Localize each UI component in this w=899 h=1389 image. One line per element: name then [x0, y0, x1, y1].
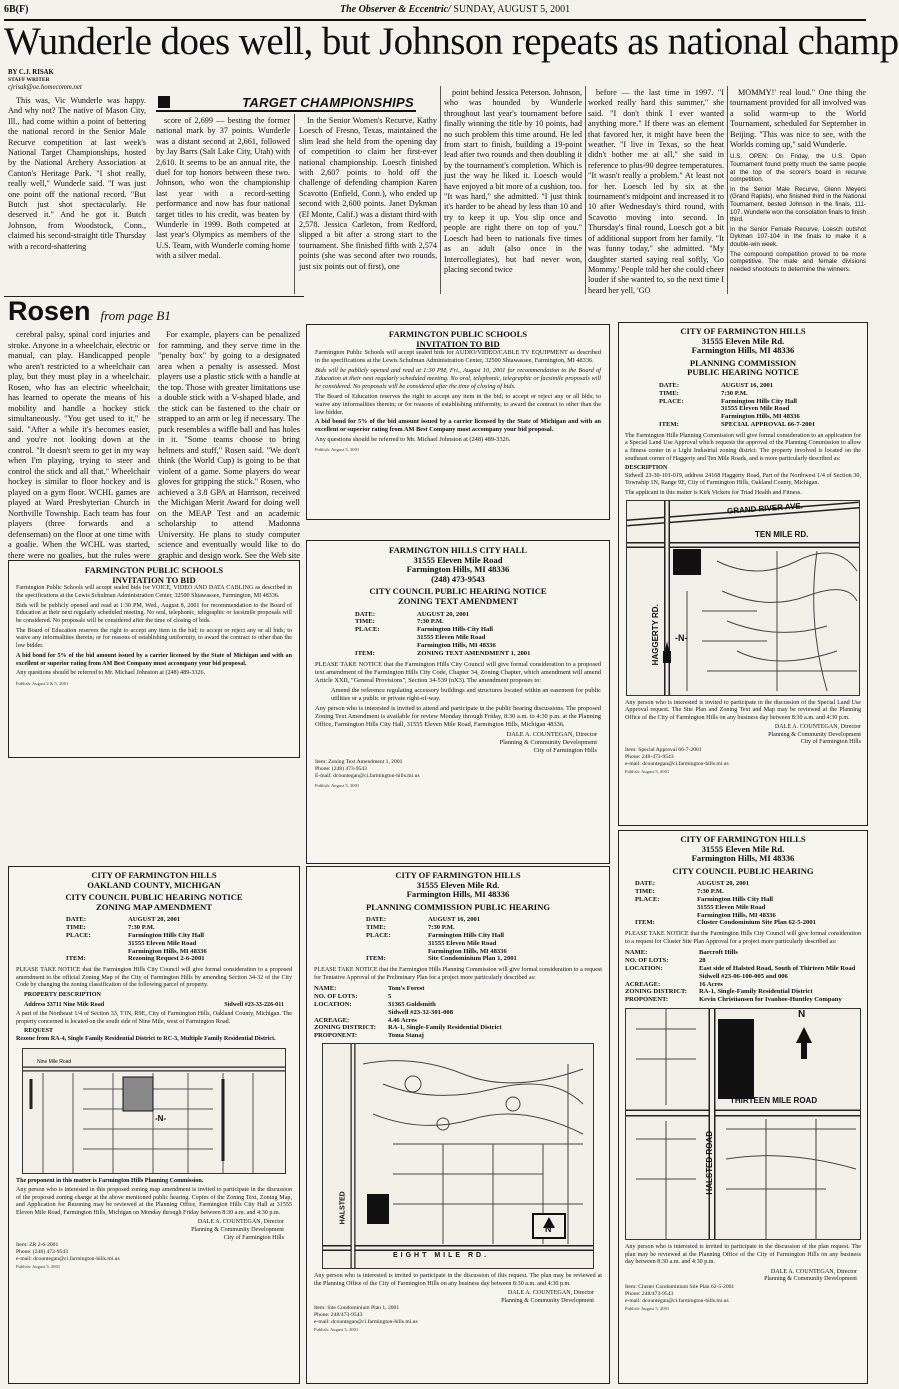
location-map-thirteen-mile: N THIRTEEN MILE ROAD HALSTED ROAD [625, 1008, 861, 1240]
story-column-3: In the Senior Women's Recurve, Kathy Loesch of Fresno, Texas, maintained the slim lead she held from the opening day of competition to claim her first-ever national championship. Loesch finished with 2,607 points to hold off the challenge of defending champion Karen Scavotto (Enfield, Conn.), who ended up second with 2,600 points. Janet Dykman (El Monte, Calif.) was a distant third with 2,578. Jessica Carleton, from Redford, slipped a bit after a strong start to the tournament. She finished fifth with 2,574 points (she was second after two rounds, just six points out of first), one [299, 116, 437, 271]
section-banner [156, 95, 416, 112]
notice-zoning-map-amendment: CITY OF FARMINGTON HILLS OAKLAND COUNTY, MICHIGAN CITY COUNCIL PUBLIC HEARING NOTICE ZONING MAP AMENDMENT DATE: AUGUST 20, 2001 TIME: 7:30 P.M. PLACE: Farmington Hills City Hall 31555 Eleven Mile Road Farmington Hills, MI 48336 ITEM: Rezoning Request 2-6-2001 PLEASE TAKE NOTICE that the Farmington Hills City Council will give formal consideration to a proposed amendment to the official Zoning Map of the City of Farmington Hills by amending Section 34-32 of the City Code by changing the zoning classification of the following parcel of property. PROPERTY DESCRIPTION Address 33711 Nine Mile Road Sidwell #23-33-226-011 A part of the Northeast 1/4 of Section 33, T1N, R9E, City of Farmington Hills, Oakland County, Michigan. The property concerned is located on the south side of Nine Mile, west of Farmington Road. REQUEST Rezone from RA-4, Single Family Residential District to RC-3, Multiple Family Residential District. Nine Mile Road -N- The proponent in this matter is Farmington Hills Planning Commission. Any person who is interested in this proposed zoning map amendment is invited to participate in the discussion of the proposed zoning change at the above mentioned public hearing. Copies of the Zoning Text, Zoning Map, and Application for Rezoning may be reviewed at the Planning Office, Farmington Hills City Hall at 31555 Eleven Mile Road, Farmington Hills, Michigan on Monday through Friday between 8:30 a.m. and 4:30 p.m. DALE A. COUNTEGAN, Director Planning & Community Development City of Farmington Hills Item: ZR 2-6-2001 Phone: (248) 473-9543 e-mail: dcountegan@ci.farmington-hills.mi.us Publish: August 5, 2001 [8, 866, 300, 1384]
note-male-recurve: In the Senior Male Recurve, Glenn Meyers (Grand Rapids), who finished third in the National Tournament, bested Johnson in the finals, 111-107. Wunderle won the consolation finals to finish third. [730, 185, 866, 224]
notice-cluster-condominium: CITY OF FARMINGTON HILLS 31555 Eleven Mile Rd. Farmington Hills, MI 48336 CITY COUNCIL PUBLIC HEARING DATE: AUGUST 20, 2001 TIME: 7:30 P.M. PLACE: Farmington Hills City Hall 31555 Eleven Mile Road Farmington Hills, MI 48336 ITEM: Cluster Condominium Site Plan 62-5-2001 PLEASE TAKE NOTICE that the Farmington Hills City Council will give formal consideration to a request for Cluster Site Plan Approval for a project more particularly described as: NAME: Barcroft Hills NO. OF LOTS: 28 LOCATION: East side of Halsted Road, South of Thirteen Mile Road Sidwell #23-06-100-005 and 006 ACREAGE: 16 Acres ZONING DISTRICT: RA-1, Single-Family Residential District PROPONENT: Kevin Christiansen for Ivanhoe-Huntley Company N THIRTEEN MILE ROAD HALSTED ROAD Any person who is interested is invited to participate in the discussion of the plan request. The plan may be reviewed at the Planning Office of the City of Farmington Hills on any business day between 8:30 a.m. and 4:30 p.m. DALE A. COUNTEGAN, Director Planning & Community Development Item: Cluster Condominium Site Plan 62-5-2001 Phone: 248/473-9543 e-mail: dcountegan@ci.farmington-hills.mi.us Publish: August 5, 2001 [618, 830, 868, 1384]
page-date: SUNDAY, AUGUST 5, 2001 [453, 4, 571, 15]
subject-property [367, 1194, 389, 1224]
headline: Wunderle does well, but Johnson repeats as national champ [4, 20, 899, 63]
rosen-from: from page B1 [100, 308, 171, 323]
paper-name: The Observer & Eccentric/ SUNDAY, AUGUST 5, 2001 [340, 4, 571, 15]
project-details: NAME: Barcroft Hills NO. OF LOTS: 28 LOCATION: East side of Halsted Road, South of Thirteen Mile Road Sidwell #23-06-100-005 and 006 ACREAGE: 16 Acres ZONING DISTRICT: RA-1, Single-Family Residential District PROPONENT: Kevin Christiansen for Ivanhoe-Huntley Company [625, 949, 856, 1004]
story-column-4: point behind Jessica Peterson. Johnson, who was hounded by Wunderle throughout last year's tournament before finally winning the title by 10 points, had no such problem this time around. He led from start to finish, building a 19-point lead after two rounds and then doubling it by the tournament's completion. Which is just the way he liked it. Loesch would have enjoyed a bit more of a cushion, too. "It was hard," she admitted. "I just think it's harder to be ahead by less than 10 and try to keep it up. You slip once and people are right there on top of you." Loesch had been to nationals five times as an adult (also once in the Intercollegiates), but had never won, placing second twice [444, 88, 582, 274]
signature: DALE A. COUNTEGAN, Director Planning & Community Development City of Farmington Hills [768, 724, 861, 746]
rosen-jump-head [8, 296, 300, 326]
subject-property [123, 1077, 153, 1111]
column-rule [294, 114, 295, 294]
subject-property [718, 1019, 754, 1099]
north-arrow-icon [796, 1027, 812, 1043]
notice-site-condominium: CITY OF FARMINGTON HILLS 31555 Eleven Mile Rd. Farmington Hills, MI 48336 PLANNING COMMISSION PUBLIC HEARING DATE: AUGUST 16, 2001 TIME: 7:30 P.M. PLACE: Farmington Hills City Hall 31555 Eleven Mile Road Farmington Hills, MI 48336 ITEM: Site Condominium Plan 1, 2001 PLEASE TAKE NOTICE that the Farmington Hills Planning Commission will give formal consideration to a request for Tentative Approval of the Preliminary Plan for a project more particularly described as: NAME: Tom's Forest NO. OF LOTS: 5 LOCATION: 31365 Goldsmith Sidwell #23-32-301-008 ACREAGE: 4.46 Acres ZONING DISTRICT: RA-1, Single-Family Residential District PROPONENT: Toma Stanaj HALSTED EIGHT MILE RD. N Any person who is interested is invited to participate in the discussion of this request. The plan may be reviewed at the Planning Office of the City of Farmington Hills on any business day between 8:30 a.m. and 4:30 p.m. DALE A. COUNTEGAN, Director Planning & Community Development Item: Site Condominium Plan 1, 2001 Phone: 248/473-9543 e-mail: dcountegan@ci.farmington-hills.mi.us Publish: August 5, 2001 [306, 866, 610, 1384]
story-column-2: score of 2,699 — besting the former national mark by 37 points. Wunderle was a distant second at 2,661, followed by Jay Barrs (Salt Lake City, Utah) with 2,610. It seems to be an annual rite, the duel for top honors between these two. Johnson, who won the championship last year with a record-setting performance and now has four national target titles to his credit, was beaten by Wunderle in 1999. Both competed at last year's Olympics as members of the U.S. Team, with Wunderle coming home with a silver medal. [156, 116, 290, 261]
story-column-1: This was, Vic Wunderle was happy. And why not? The native of Mason City, Ill., had come within a point of bettering the national record in the Senior Male Recurve competition at last week's National Target Championships, hosted by the National Archery Association at Canton's Heritage Park. "I shot really, really well," Wunderle said. "I was just one point off the national record. "But Butch just shot spectacularly. He deserved it." And he got it. Butch Johnson, from Woodstock, Conn., claimed his second-straight title Thursday with a record-shattering [8, 96, 146, 251]
hearing-details: DATE: AUGUST 20, 2001 TIME: 7:30 P.M. PLACE: Farmington Hills City Hall 31555 Eleven Mile Road Farmington Hills, MI 48336 ITEM: Rezoning Request 2-6-2001 [66, 916, 207, 963]
location-map-goldsmith: HALSTED EIGHT MILE RD. N [322, 1043, 594, 1269]
notice-fps-av-bid: FARMINGTON PUBLIC SCHOOLS INVITATION TO BID Farmington Public Schools will accept sealed bids for AUDIO/VIDEO/CABLE TV EQUIPMENT as described in the specifications at the Lewis Schulman Administration Center, 32500 Shiawassee, Farmington, MI 48336. Bids will be publicly opened and read at 1:30 PM, Fri., August 10, 2001 for recommendation to the Board of Education at their next regularly scheduled meeting. No oral, telephonic, telegraphic or facsimile proposals will be considered. No proposals will be considered after the time of closing of bids. The Board of Education reserves the right to accept any item in the bid; to accept or reject any or all bids; to waive any informalities therein; or for reasons of establishing uniformity, to award the contract to other than the low bidder. A bid bond for 5% of the bid amount issued by a carrier licensed by the State of Michigan and with an excellent or superior rating from AM Best Company must accompany your bid proposal. Any questions should be referred to Mr. Michael Johnston at (248) 489-3326. Publish: August 5, 2001 [306, 324, 610, 520]
signature: DALE A. COUNTEGAN, Director Planning & Community Development [501, 1290, 594, 1304]
notice-fps-voice-bid: FARMINGTON PUBLIC SCHOOLS INVITATION TO BID Farmington Public Schools will accept sealed bids for VOICE, VIDEO AND DATA CABLING as described in the specifications at the Lewis Schulman Administration Center, 32500 Shiawassee, Farmington, MI 48336. Bids will be publicly opened and read at 1:30 PM, Wed., August 8, 2001 for recommendation to the Board of Education at their next regularly scheduled meeting. No oral, telephonic, telegraphic or facsimile proposals will be considered. No proposals will be considered after the time of closing of bids. The Board of Education reserves the right to accept any item in the bid; to accept or reject any or all bids; to waive any informalities therein; or for reasons of establishing uniformity, to award the contract to other than the low bidder. A bid bond for 5% of the bid amount issued by a carrier licensed by the State of Michigan and with an excellent or superior rating from AM Best Company must accompany your bid proposal. Any questions should be referred to Mr. Michael Johnston at (248) 489-3326. Publish: August 2 & 5, 2001 [8, 560, 300, 758]
hearing-details: DATE: AUGUST 20, 2001 TIME: 7:30 P.M. PLACE: Farmington Hills City Hall 31555 Eleven Mile Road Farmington Hills, MI 48336 ITEM: Cluster Condominium Site Plan 62-5-2001 [635, 880, 816, 927]
parcel-ids: Address 33711 Nine Mile Road Sidwell #23-33-226-011 [24, 1001, 284, 1008]
notice-special-approval: CITY OF FARMINGTON HILLS 31555 Eleven Mile Rd. Farmington Hills, MI 48336 PLANNING COMMISSION PUBLIC HEARING NOTICE DATE: AUGUST 16, 2001 TIME: 7:30 P.M. PLACE: Farmington Hills City Hall 31555 Eleven Mile Road Farmington Hills, MI 48336 ITEM: SPECIAL APPROVAL 66-7-2001 The Farmington Hills Planning Commission will give formal consideration to an application for a Special Land Use Approval which requests the approval of the Planning Commission to allow a fitness center in a Light Industrial zoning district. The property involved is located on the southeast corner of Haggerty and Ten Mile Roads, and is more particularly described as: DESCRIPTION Sidwell 23-30-101-019, address 24168 Haggerty Road, Part of the Northwest 1/4 of Section 30, Township 1N, Range 9E, City of Farmington Hills, Oakland County, Michigan. The applicant in this matter is Kirk Vickers for Triad Health and Fitness. GRAND RIVER AVE. TEN MILE RD. HAGGERTY RD. -N- Any person who is interested is invited to participate in the discussion of the Special Land Use Approval request. The Site Plan and Zoning Text and Map may be reviewed at the Planning Office of the City of Farmington Hills on any business day between 8:30 a.m. and 4:30 p.m. DALE A. COUNTEGAN, Director Planning & Community Development City of Farmington Hills Item: Special Approval 66-7-2001 Phone: 248-473-9543 e-mail: dcountegan@ci.farmington-hills.mi.us Publish: August 5, 2001 [618, 322, 868, 826]
note-compound: The compound competition proved to be more competitive. The male and female divisions needed shootouts to determine the winners. [730, 250, 866, 273]
map-graphic [627, 501, 859, 695]
hearing-details: DATE: AUGUST 20, 2001 TIME: 7:30 P.M. PLACE: Farmington Hills City Hall 31555 Eleven Mile Road Farmington Hills, MI 48336 ITEM: ZONING TEXT AMENDMENT 1, 2001 [355, 610, 531, 657]
map-graphic [323, 1044, 593, 1268]
column-rule [585, 86, 586, 294]
page-header [4, 4, 860, 18]
page-number: 6B(F) [4, 4, 29, 15]
map-graphic [626, 1009, 860, 1239]
note-us-open: U.S. OPEN: On Friday, the U.S. Open Tournament found pretty much the same people at the top of the scorer's board in recurve competition. [730, 153, 866, 184]
project-details: NAME: Tom's Forest NO. OF LOTS: 5 LOCATION: 31365 Goldsmith Sidwell #23-32-301-008 ACREAGE: 4.46 Acres ZONING DISTRICT: RA-1, Single-Family Residential District PROPONENT: Toma Stanaj [314, 985, 502, 1040]
byline [8, 69, 148, 92]
hearing-details: DATE: AUGUST 16, 2001 TIME: 7:30 P.M. PLACE: Farmington Hills City Hall 31555 Eleven Mile Road Farmington Hills, MI 48336 ITEM: SPECIAL APPROVAL 66-7-2001 [659, 381, 816, 428]
hearing-details: DATE: AUGUST 16, 2001 TIME: 7:30 P.M. PLACE: Farmington Hills City Hall 31555 Eleven Mile Road Farmington Hills, MI 48336 ITEM: Site Condominium Plan 1, 2001 [366, 916, 517, 963]
byline-name: BY C.J. RISAK [8, 69, 54, 76]
notice-zoning-text-amendment: FARMINGTON HILLS CITY HALL 31555 Eleven Mile Road Farmington Hills, MI 48336 (248) 473-9543 CITY COUNCIL PUBLIC HEARING NOTICE ZONING TEXT AMENDMENT DATE: AUGUST 20, 2001 TIME: 7:30 P.M. PLACE: Farmington Hills City Hall 31555 Eleven Mile Road Farmington Hills, MI 48336 ITEM: ZONING TEXT AMENDMENT 1, 2001 PLEASE TAKE NOTICE that the Farmington Hills City Council will give formal consideration to a proposed text amendment of the Farmington Hills City Code, Chapter 34, Zoning Chapter, which amendment will amend Article XXII, "General Provisions", Section 34-539 (nX3). The amendment proposes to: Amend the reference regulating accessory buildings and structures located within an easement for public utilities or a public or private right-of-way. Any person who is interested is invited to attend and participate in the public hearing discussions. The proposed Zoning Text Amendment is available for review Monday through Friday, 8:30 a.m. to 4:30 p.m. at the Planning Office, Farmington Hills City Hall, 31555 Eleven Mile Road, Farmington Hills, Michigan 48336. DALE A. COUNTEGAN, Director Planning & Community Development City of Farmington Hills Item: Zoning Text Amendment 1, 2001 Phone: (248) 473-9543 E-mail: dcountegan@ci.farmington-hills.mi.us Publish: August 5, 2001 [306, 540, 610, 864]
location-map-nine-mile: Nine Mile Road -N- [22, 1048, 286, 1174]
story-column-6: MOMMY!' real loud." One thing the tournament provided for all involved was a solid warm-up to the World Tournament, scheduled for September in Beijing. "This was nice to see, with the Worlds coming up," said Wunderle. U.S. OPEN: On Friday, the U.S. Open Tournament found pretty much the same people at the top of the scorer's board in recurve competition. In the Senior Male Recurve, Glenn Meyers (Grand Rapids), who finished third in the National Tournament, bested Johnson in the finals, 111-107. Wunderle won the consolation finals to finish third. In the Senior Female Recurve, Loesch outshot Dykman 107-104 in the finals to make it a double-win week. The compound competition proved to be more competitive. The male and female divisions needed shootouts to determine the winners. [730, 88, 866, 273]
location-map-haggerty: GRAND RIVER AVE. TEN MILE RD. HAGGERTY RD. -N- [626, 500, 860, 696]
rosen-title: Rosen [8, 296, 91, 326]
byline-title: STAFF WRITER [8, 76, 50, 83]
subdivision-streets [687, 551, 857, 691]
banner-title: TARGET CHAMPIONSHIPS [242, 95, 414, 110]
signature: DALE A. COUNTEGAN, Director Planning & Community Development [764, 1268, 857, 1283]
subject-property [673, 549, 701, 575]
byline-email: cjrisak@oe.homecomm.net [8, 84, 82, 92]
map-graphic [23, 1049, 285, 1173]
signature: DALE A. COUNTEGAN, Director Planning & Community Development City of Farmington Hills [191, 1219, 284, 1241]
banner-block [158, 96, 170, 108]
note-female-recurve: In the Senior Female Recurve, Loesch outshot Dykman 107-104 in the finals to make it a double-win week. [730, 225, 866, 248]
rosen-column-2: For example, players can be penalized for ramming, and they serve time in the "penalty box" by going to a designated area when a penalty is assessed. Most players use a plastic stick with a handle at the top. Those with greater limitations use a double stick with a V-shaped blade, and the stick can be fastened to the chair or strapped to an arm or leg if necessary. The puck resembles a wiffle ball and has holes in it. "Some teams choose to bring helmets and stuff," Rosen said. "We don't think (the World Cup) is going to be that violent of a game. Some players do wear gloves for gripping the stick." Rosen, who achieved a 3.8 GPA at Harrison, received the Michigan Merit Award for doing well on the MEAP Test and an academic scholarship to attend Madonna University. He plans to study computer science and eventually would like to do graphic and design work. See the Web site [158, 330, 300, 560]
column-rule [727, 86, 728, 294]
story-column-5: before — the last time in 1997. "I worked really hard this summer," she said. "I don't think I ever wanted anything more." If there was an element that favored her, it might have been the weather. "I live in Texas, so the heat didn't bother me at all," she said in reference to plus-90 degree temperatures. "It wasn't really a problem." At least not for her. Loesch led by six at the tournament's midpoint and increased it to 10 after Wednesday's third round, with Scavotto moving into second. In Thursday's final round, Loesch got a bit of additional support from her family. "It was funny today," she admitted. "My daughter started saying real softly, 'Go Mommy.' People told her she could cheer louder if she wanted to, so the next time I heard her yell, 'GO [588, 88, 724, 295]
signature: DALE A. COUNTEGAN, Director Planning & Community Development City of Farmington Hills [499, 731, 597, 755]
column-rule [440, 86, 441, 294]
rosen-column-1: cerebral palsy, spinal cord injuries and stroke. Anyone in a wheelchair, electric or manual, can play. Handicapped people who aren't restricted to a wheelchair can play, but they must play in a wheelchair. Rosen, who has an electric wheelchair, has learned to operate the means of his mobility and handle a hockey stick simultaneously. "You get used to it," he said. "After a while it's becomes easier, and you're not looking down at the control. "It doesn't seem to get in my way when I'm playing, trying to steer and control the stick and all that." Wheelchair hockey is similar to floor hockey and is played on a gym floor. WCHL games are played at Ward Presbyterian Church in Northville Township. Each team has four players (three forwards and a defenseman) on the floor at one time with a goalie. When the WCHL was started, there were no goalies, but the rules were [8, 330, 150, 560]
